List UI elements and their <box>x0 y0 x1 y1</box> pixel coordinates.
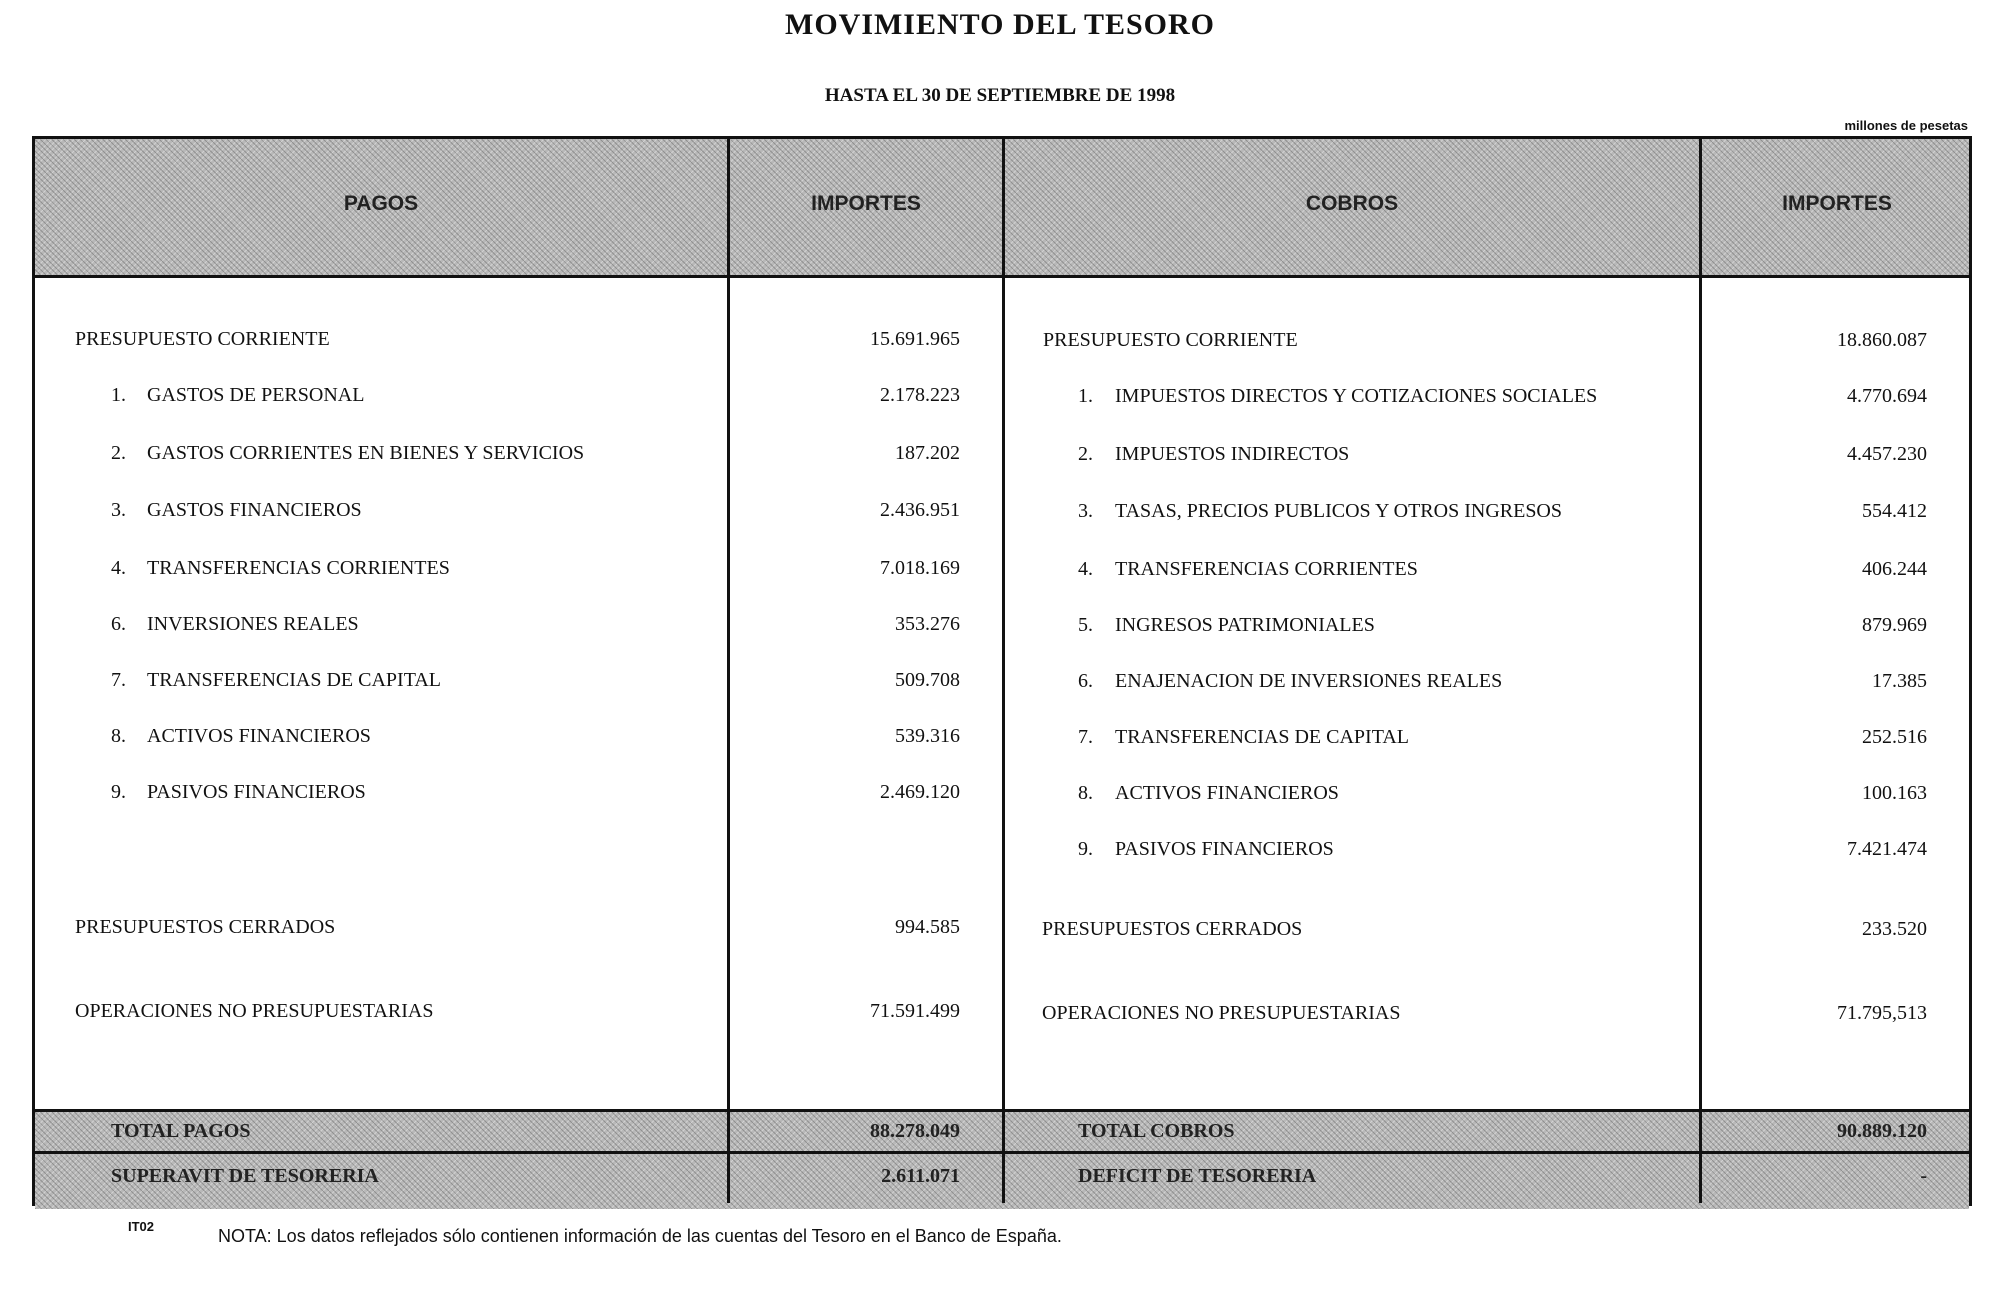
cobros-item-num: 6. <box>1078 670 1093 692</box>
pagos-item-label: ACTIVOS FINANCIEROS <box>147 725 371 747</box>
deficit-value: - <box>1920 1165 1927 1187</box>
units-label: millones de pesetas <box>1844 118 1968 133</box>
cobros-item-label: ACTIVOS FINANCIEROS <box>1115 782 1339 804</box>
cobros-operaciones-value: 71.795,513 <box>1837 1002 1927 1024</box>
cobros-item-label: IMPUESTOS INDIRECTOS <box>1115 443 1350 465</box>
note-code: IT02 <box>128 1219 155 1234</box>
cobros-item-num: 9. <box>1078 838 1093 860</box>
cobros-item-num: 3. <box>1078 500 1093 522</box>
pagos-presupuestos-cerrados: PRESUPUESTOS CERRADOS <box>75 916 336 938</box>
cobros-item-value: 879.969 <box>1862 614 1927 636</box>
col-divider-2 <box>1002 139 1005 1203</box>
deficit-label: DEFICIT DE TESORERIA <box>1078 1165 1317 1187</box>
cobros-item-label: TASAS, PRECIOS PUBLICOS Y OTROS INGRESOS <box>1115 500 1563 522</box>
pagos-item-label: GASTOS FINANCIEROS <box>147 499 362 521</box>
cobros-item-value: 252.516 <box>1862 726 1927 748</box>
cobros-presupuestos-cerrados-value: 233.520 <box>1862 918 1927 940</box>
cobros-item-num: 7. <box>1078 726 1093 748</box>
pagos-item-value: 2.469.120 <box>880 781 960 803</box>
pagos-item-label: TRANSFERENCIAS DE CAPITAL <box>147 669 441 691</box>
pagos-item-num: 4. <box>111 557 126 579</box>
total-pagos-label: TOTAL PAGOS <box>111 1120 251 1142</box>
cobros-item-num: 5. <box>1078 614 1093 636</box>
pagos-item-value: 7.018.169 <box>880 557 960 579</box>
cobros-item-num: 2. <box>1078 443 1093 465</box>
superavit-label: SUPERAVIT DE TESORERIA <box>111 1165 379 1187</box>
pagos-item-num: 8. <box>111 725 126 747</box>
cobros-item-label: IMPUESTOS DIRECTOS Y COTIZACIONES SOCIALES <box>1115 385 1598 407</box>
pagos-item-label: PASIVOS FINANCIEROS <box>147 781 366 803</box>
page-title: MOVIMIENTO DEL TESORO <box>785 8 1215 41</box>
pagos-item-num: 1. <box>111 384 126 406</box>
cobros-operaciones: OPERACIONES NO PRESUPUESTARIAS <box>1042 1002 1401 1024</box>
total-cobros-value: 90.889.120 <box>1837 1120 1927 1142</box>
pagos-item-value: 2.178.223 <box>880 384 960 406</box>
treasury-table <box>32 136 1972 1206</box>
pagos-item-label: GASTOS DE PERSONAL <box>147 384 365 406</box>
pagos-item-num: 6. <box>111 613 126 635</box>
pagos-presupuestos-cerrados-value: 994.585 <box>895 916 960 938</box>
pagos-item-num: 9. <box>111 781 126 803</box>
cobros-item-label: ENAJENACION DE INVERSIONES REALES <box>1115 670 1503 692</box>
cobros-presupuesto-corriente: PRESUPUESTO CORRIENTE <box>1043 329 1298 351</box>
pagos-item-num: 7. <box>111 669 126 691</box>
pagos-item-value: 509.708 <box>895 669 960 691</box>
pagos-operaciones-value: 71.591.499 <box>870 1000 960 1022</box>
cobros-item-value: 4.457.230 <box>1847 443 1927 465</box>
pagos-presupuesto-corriente-value: 15.691.965 <box>870 328 960 350</box>
pagos-operaciones: OPERACIONES NO PRESUPUESTARIAS <box>75 1000 434 1022</box>
total-cobros-label: TOTAL COBROS <box>1078 1120 1235 1142</box>
cobros-item-num: 1. <box>1078 385 1093 407</box>
total-pagos-value: 88.278.049 <box>870 1120 960 1142</box>
cobros-item-value: 554.412 <box>1862 500 1927 522</box>
cobros-item-value: 4.770.694 <box>1847 385 1927 407</box>
pagos-item-value: 187.202 <box>895 442 960 464</box>
header-pagos: PAGOS <box>343 192 419 215</box>
pagos-item-value: 353.276 <box>895 613 960 635</box>
cobros-item-num: 8. <box>1078 782 1093 804</box>
pagos-item-label: GASTOS CORRIENTES EN BIENES Y SERVICIOS <box>147 442 585 464</box>
cobros-item-value: 17.385 <box>1872 670 1927 692</box>
pagos-item-num: 2. <box>111 442 126 464</box>
superavit-value: 2.611.071 <box>881 1165 960 1187</box>
pagos-item-num: 3. <box>111 499 126 521</box>
footnote: NOTA: Los datos reflejados sólo contienen información de las cuentas del Tesoro en el Banco de España. <box>218 1226 1062 1246</box>
cobros-presupuestos-cerrados: PRESUPUESTOS CERRADOS <box>1042 918 1303 940</box>
pagos-item-label: TRANSFERENCIAS CORRIENTES <box>147 557 450 579</box>
pagos-item-value: 2.436.951 <box>880 499 960 521</box>
pagos-presupuesto-corriente: PRESUPUESTO CORRIENTE <box>75 328 330 350</box>
cobros-item-label: TRANSFERENCIAS CORRIENTES <box>1115 558 1418 580</box>
cobros-item-value: 7.421.474 <box>1847 838 1927 860</box>
pagos-item-value: 539.316 <box>895 725 960 747</box>
header-importes-cobros: IMPORTES <box>1782 192 1892 215</box>
cobros-item-label: PASIVOS FINANCIEROS <box>1115 838 1334 860</box>
cobros-item-value: 406.244 <box>1862 558 1927 580</box>
header-cobros: COBROS <box>1305 192 1399 215</box>
page-subtitle: HASTA EL 30 DE SEPTIEMBRE DE 1998 <box>824 85 1176 106</box>
cobros-item-num: 4. <box>1078 558 1093 580</box>
cobros-presupuesto-corriente-value: 18.860.087 <box>1837 329 1927 351</box>
cobros-item-label: TRANSFERENCIAS DE CAPITAL <box>1115 726 1409 748</box>
pagos-item-label: INVERSIONES REALES <box>147 613 359 635</box>
cobros-item-value: 100.163 <box>1862 782 1927 804</box>
cobros-item-label: INGRESOS PATRIMONIALES <box>1115 614 1375 636</box>
header-importes-pagos: IMPORTES <box>811 192 921 215</box>
